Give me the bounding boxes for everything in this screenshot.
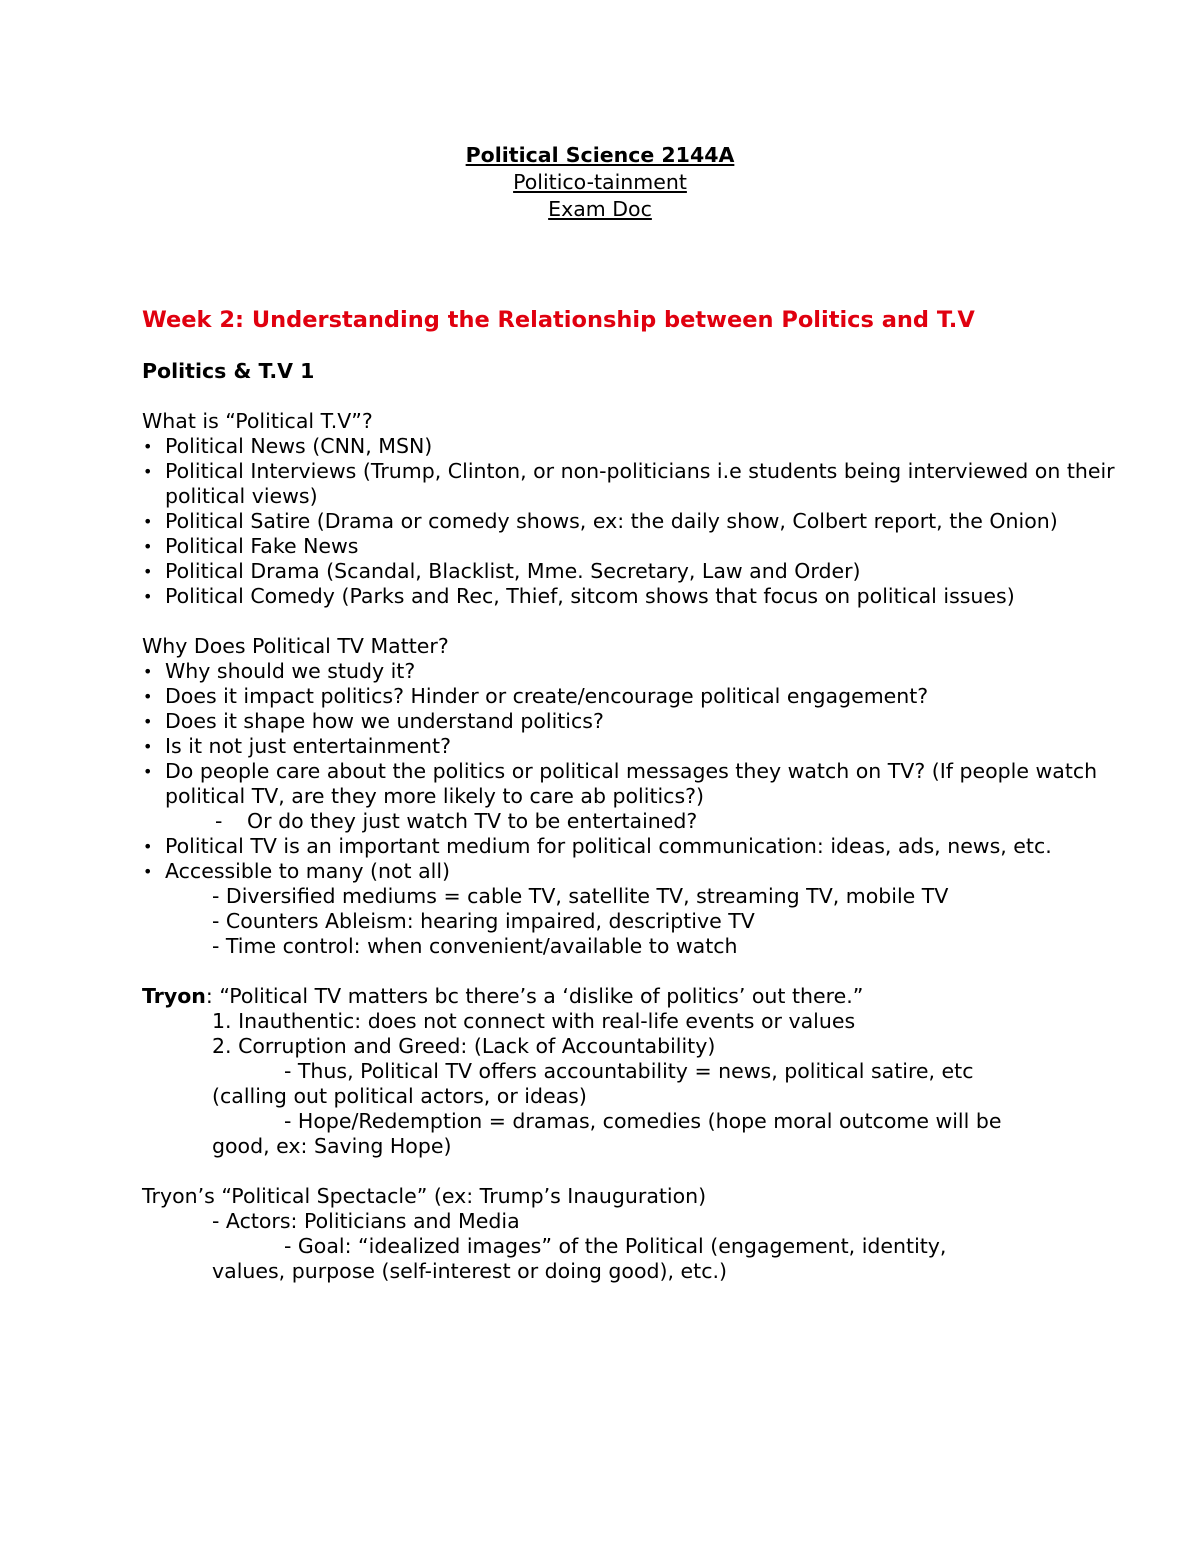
- document-body: [142, 303, 1142, 1284]
- tryon-section: [142, 984, 1142, 1159]
- tryon-subpoint-1: - Thus, Political TV offers accountability = news, political satire, etc: [284, 1059, 974, 1083]
- tryon-subpoint-2-cont: good, ex: Saving Hope): [212, 1134, 452, 1158]
- why-matter-question: Why Does Political TV Matter?: [142, 634, 449, 658]
- why-matter-list: [142, 659, 1142, 809]
- tryon-quote-line: [142, 984, 1142, 1009]
- why-matter-list-continued: [142, 834, 1142, 884]
- document-type: Exam Doc: [548, 197, 652, 221]
- list-item: • Political Drama (Scandal, Blacklist, Mme. Secretary, Law and Order): [142, 559, 1142, 584]
- section-heading: Politics & T.V 1: [142, 359, 315, 383]
- spectacle-actors: - Actors: Politicians and Media: [212, 1209, 520, 1233]
- tryon-subpoint-1-cont: (calling out political actors, or ideas): [212, 1084, 587, 1108]
- spectacle-goal: - Goal: “idealized images” of the Political (engagement, identity,: [284, 1234, 947, 1258]
- tryon-quote: : “Political TV matters bc there’s a ‘dislike of politics’ out there.”: [205, 984, 864, 1008]
- list-item: • Does it shape how we understand politics?: [142, 709, 1142, 734]
- list-item: • Political Interviews (Trump, Clinton, or non-politicians i.e students being interviewed on their political views): [142, 459, 1142, 509]
- spectacle-goal-cont: values, purpose (self-interest or doing good), etc.): [212, 1259, 727, 1283]
- tryon-subpoint-2: - Hope/Redemption = dramas, comedies (hope moral outcome will be: [284, 1109, 1002, 1133]
- list-item: • Political News (CNN, MSN): [142, 434, 1142, 459]
- course-title: Political Science 2144A: [465, 143, 735, 167]
- document-header: [0, 142, 1200, 223]
- spectacle-heading: Tryon’s “Political Spectacle” (ex: Trump’s Inauguration): [142, 1184, 707, 1208]
- list-item: • Do people care about the politics or political messages they watch on TV? (If people watch political TV, are they more likely to care ab politics?): [142, 759, 1142, 809]
- sub-item: - Diversified mediums = cable TV, satellite TV, streaming TV, mobile TV: [212, 884, 949, 908]
- list-item: • Political Fake News: [142, 534, 1142, 559]
- tryon-point-2: 2. Corruption and Greed: (Lack of Accountability): [212, 1034, 716, 1058]
- list-item: • Does it impact politics? Hinder or create/encourage political engagement?: [142, 684, 1142, 709]
- spectacle-section: [142, 1184, 1142, 1284]
- list-item: • Is it not just entertainment?: [142, 734, 1142, 759]
- what-is-question: What is “Political T.V”?: [142, 409, 373, 433]
- dash-item-text: Or do they just watch TV to be entertained?: [247, 809, 698, 833]
- sub-item: - Time control: when convenient/available to watch: [212, 934, 738, 958]
- list-item: • Accessible to many (not all): [142, 859, 1142, 884]
- course-subtitle: Politico-tainment: [513, 170, 687, 194]
- list-item: • Political TV is an important medium for political communication: ideas, ads, news, etc.: [142, 834, 1142, 859]
- tryon-name: Tryon: [142, 984, 206, 1008]
- what-is-section: [142, 409, 1142, 609]
- what-is-list: [142, 434, 1142, 609]
- dash-item: - Or do they just watch TV to be entertained?: [215, 809, 698, 833]
- list-item: • Political Comedy (Parks and Rec, Thief, sitcom shows that focus on political issues): [142, 584, 1142, 609]
- why-matter-section: [142, 634, 1142, 959]
- week-heading: Week 2: Understanding the Relationship between Politics and T.V: [142, 307, 975, 333]
- list-item: • Why should we study it?: [142, 659, 1142, 684]
- list-item: • Political Satire (Drama or comedy shows, ex: the daily show, Colbert report, the Onion): [142, 509, 1142, 534]
- tryon-point-1: 1. Inauthentic: does not connect with real-life events or values: [212, 1009, 856, 1033]
- sub-item: - Counters Ableism: hearing impaired, descriptive TV: [212, 909, 755, 933]
